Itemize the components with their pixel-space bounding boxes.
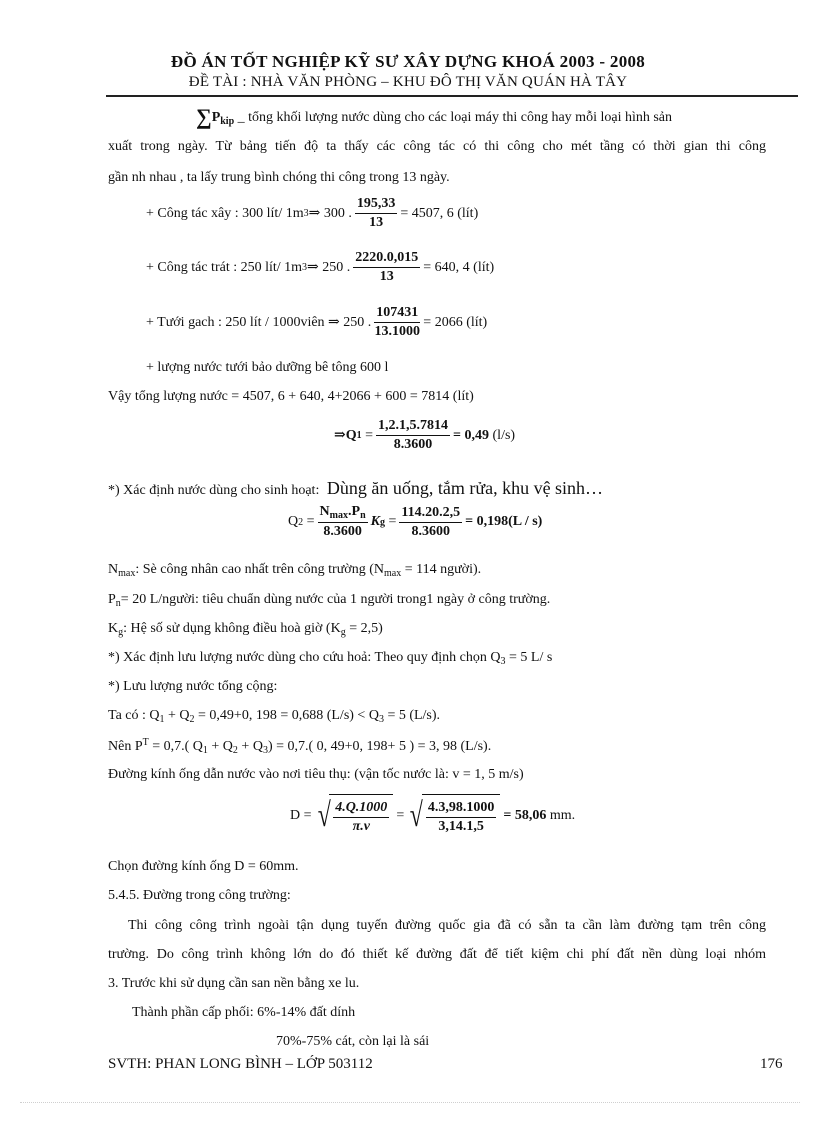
header-rule (106, 95, 798, 97)
paragraph-line: *) Lưu lượng nước tổng cộng: (108, 679, 278, 694)
paragraph-line: $\sum P_{kip}$ _ tổng khối lượng nước dùng cho các loại máy thi công hay mỗi loại hình sản (196, 104, 673, 129)
formula-item: + Công tác trát : 250 lít/ 1m 3 ⇒ 250 . $\frac{2220.0,015}{13}$ = 640, 4 (lít) (146, 250, 495, 284)
header-title: ĐỒ ÁN TỐT NGHIỆP KỸ SƯ XÂY DỰNG KHOÁ 2003 - 2008 (170, 52, 646, 71)
paragraph-line: gần nh nhau , ta lấy trung bình chóng thi công trong 13 ngày. (108, 170, 450, 185)
q2-formula: Q 2 = $\frac{N_{max}.P_n}{8.3600}$ K g = $\frac{114.20.2,5}{8.3600}$ = 0,198(L / s) (288, 504, 543, 539)
paragraph-line: *) Xác định nước dùng cho sinh hoạt: Dùng ăn uống, tắm rửa, khu vệ sinh… (108, 478, 604, 498)
sqrt: √ $\frac{4.3,98.1000}{3,14.1,5}$ (407, 794, 500, 838)
fraction: $\frac{N_{max}.P_n}{8.3600}$ (319, 504, 366, 539)
total-flow-line: Nên $P^T = 0,7$.( $Q_1 + Q_2 + Q_3) = 0,7$.( 0, 49+0, 198+ 5 ) = 3, 98 (L/s). (108, 737, 492, 756)
fraction: $\frac{107431}{13.1000}$ (374, 305, 421, 339)
page-edge-dots (20, 1102, 800, 1103)
fire-water-line: *) Xác định lưu lượng nước dùng cho cứu hoả: Theo quy định chọn $Q_3 = 5$ L/ s (108, 650, 553, 667)
formula-item: + Công tác xây : 300 lít/ 1m 3 ⇒ 300 . $\frac{195,33}{13}$ = 4507, 6 (lít) (146, 196, 479, 230)
sigma-symbol: ∑ (196, 104, 212, 129)
fraction: $\frac{2220.0,015}{13}$ (355, 250, 419, 284)
footer-author: SVTH: PHAN LONG BÌNH – LỚP 503112 (108, 1056, 373, 1072)
sum-line: Ta có : $Q_1 + Q_2 = 0,49+0$, 198 = 0,688 $(L/s) < Q_3 = 5$ (L/s). (108, 708, 441, 725)
total-water: Vậy tổng lượng nước = 4507, 6 + 640, 4+2066 + 600 = 7814 (lít) (108, 389, 474, 404)
definition-kg: $K_g$: Hệ số sử dụng không điều hoà giờ $(K_g = 2,5)$ (108, 621, 383, 638)
fraction: $\frac{1,2.1,5.7814}{8.3600}$ (378, 418, 449, 452)
fraction: $\frac{195,33}{13}$ (356, 196, 396, 230)
paragraph-line: xuất trong ngày. Từ bảng tiến độ ta thấy các công tác có thi công cho mét tầng có thời gian thi công (108, 139, 766, 154)
paragraph-line: trường. Do công trình không lớn do đó thiết kế đường đất để tiết kiệm chi phí đất nền dùng loại nhóm (108, 947, 766, 962)
header-subtitle: ĐỀ TÀI : NHÀ VĂN PHÒNG – KHU ĐÔ THỊ VĂN QUÁN HÀ TÂY (188, 74, 628, 90)
formula-item: + Tưới gach : 250 lít / 1000viên ⇒ 250 . $\frac{107431}{13.1000}$ = 2066 (lít) (146, 305, 488, 339)
section-heading: 5.4.5. Đường trong công trường: (108, 888, 291, 903)
paragraph-line: Chọn đường kính ống D = 60mm. (108, 859, 299, 874)
page-number: 176 (760, 1056, 783, 1072)
definition-pn: $P_n= 20$ L/người: tiêu chuẩn dùng nước của 1 người trong1 ngày ở công trường. (108, 592, 551, 609)
paragraph-line: Đường kính ống dẫn nước vào nơi tiêu thụ: (vận tốc nước là: v = 1, 5 m/s) (108, 767, 524, 782)
paragraph-line: 70%-75% cát, còn lại là sái (276, 1034, 430, 1049)
q1-formula: ⇒Q 1 = $\frac{1,2.1,5.7814}{8.3600}$ = 0,49 (l/s) (334, 418, 516, 452)
formula-item: + lượng nước tưới bảo dưỡng bê tông 600 l (146, 360, 389, 375)
diameter-formula: D = √ $\frac{4.Q.1000}{\pi.v}$ = √ $\frac{4.3,98.1000}{3,14.1,5}$ = 58,06 mm. (290, 794, 575, 838)
paragraph-line: 3. Trước khi sử dụng cần san nền bằng xe lu. (108, 976, 360, 991)
fraction: $\frac{114.20.2,5}{8.3600}$ (401, 504, 461, 539)
paragraph-line: Thành phần cấp phối: 6%-14% đất dính (132, 1005, 356, 1020)
paragraph-line: Thi công công trình ngoài tận dụng tuyến đường quốc gia đã có sẵn ta cần làm đường tạm trên công (128, 918, 766, 933)
sqrt: √ $\frac{4.Q.1000}{\pi.v}$ (315, 794, 394, 838)
definition-nmax: $N_{max}$: Sè công nhân cao nhất trên công trường ($N_{max} = 114$ người). (108, 562, 482, 579)
